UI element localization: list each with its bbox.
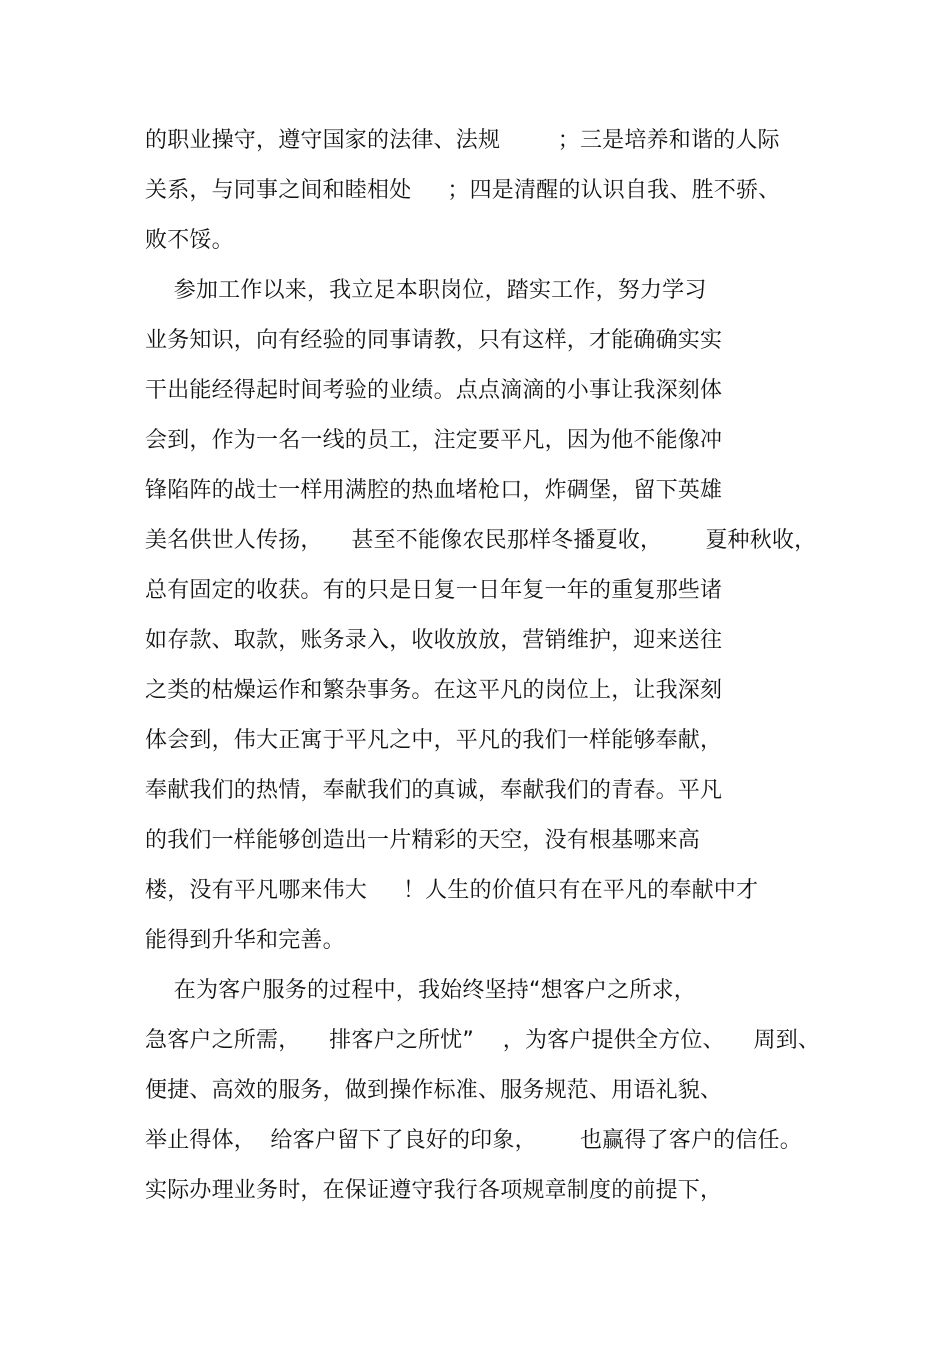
text-line: 举止得体， 给客户留下了良好的印象， 也赢得了客户的信任。	[145, 1128, 802, 1153]
text-line: 便捷、高效的服务，做到操作标准、服务规范、用语礼貌、	[145, 1078, 723, 1103]
text-line: 业务知识，向有经验的同事请教，只有这样，才能确确实实	[145, 328, 723, 353]
text-line: 会到，作为一名一线的员工，注定要平凡，因为他不能像冲	[145, 428, 723, 453]
text-line: 干出能经得起时间考验的业绩。点点滴滴的小事让我深刻体	[145, 378, 723, 403]
text-line: 锋陷阵的战士一样用满腔的热血堵枪口，炸碉堡，留下英雄	[145, 478, 723, 503]
text-line: 的职业操守，遵守国家的法律、法规 ；三是培养和谐的人际	[145, 128, 780, 153]
text-line: 实际办理业务时，在保证遵守我行各项规章制度的前提下，	[145, 1178, 723, 1203]
text-line: 楼，没有平凡哪来伟大 ！人生的价值只有在平凡的奉献中才	[145, 878, 759, 903]
text-line: 参加工作以来，我立足本职岗位，踏实工作，努力学习	[145, 278, 707, 303]
text-line: 能得到升华和完善。	[145, 928, 345, 953]
text-line: 体会到，伟大正寓于平凡之中，平凡的我们一样能够奉献，	[145, 728, 723, 753]
text-line: 美名供世人传扬， 甚至不能像农民那样冬播夏收， 夏种秋收，	[145, 528, 817, 553]
text-line: 败不馁。	[145, 228, 234, 253]
text-line: 急客户之所需， 排客户之所忧” ，为客户提供全方位、 周到、	[145, 1028, 821, 1053]
text-line: 关系，与同事之间和睦相处 ；四是清醒的认识自我、胜不骄、	[145, 178, 781, 203]
text-line: 之类的枯燥运作和繁杂事务。在这平凡的岗位上，让我深刻	[145, 678, 723, 703]
text-line: 的我们一样能够创造出一片精彩的天空，没有根基哪来高	[145, 828, 701, 853]
text-line: 在为客户服务的过程中，我始终坚持“想客户之所求，	[145, 978, 696, 1003]
text-line: 总有固定的收获。有的只是日复一日年复一年的重复那些诸	[145, 578, 723, 603]
text-line: 奉献我们的热情，奉献我们的真诚，奉献我们的青春。平凡	[145, 778, 723, 803]
text-line: 如存款、取款，账务录入，收收放放，营销维护，迎来送往	[145, 628, 723, 653]
